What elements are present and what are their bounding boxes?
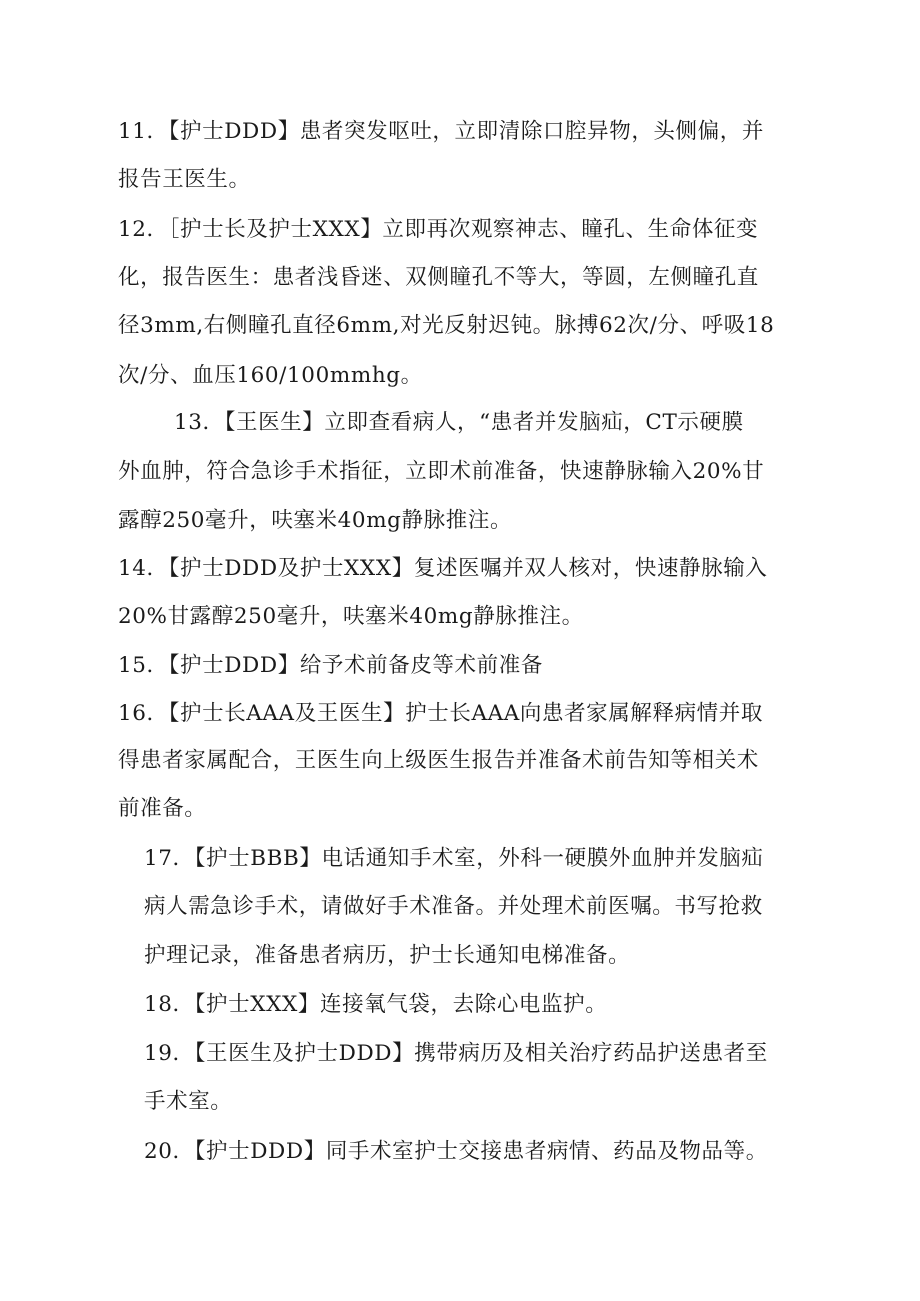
text-line: 报告王医生。	[118, 167, 251, 192]
text-line: 12．［护士长及护士XXX】立即再次观察神志、瞳孔、生命体征变	[118, 217, 759, 242]
text-line: 14．【护士DDD及护士XXX】复述医嘱并双人核对，快速静脉输入	[118, 556, 768, 581]
text-line: 11．【护士DDD】患者突发呕吐，立即清除口腔异物，头侧偏，并	[118, 119, 764, 144]
text-line: 次/分、血压160/100mmhg。	[118, 363, 423, 388]
text-line: 病人需急诊手术，请做好手术准备。并处理术前医嘱。书写抢救	[144, 894, 763, 919]
text-line: 15．【护士DDD】给予术前备皮等术前准备	[118, 653, 543, 678]
text-line: 外血肿，符合急诊手术指征，立即术前准备，快速静脉输入20%甘	[118, 459, 765, 484]
text-line: 17．【护士BBB】电话通知手术室，外科一硬膜外血肿并发脑疝	[144, 846, 764, 871]
text-line: 18．【护士XXX】连接氧气袋，去除心电监护。	[144, 992, 608, 1017]
text-line: 得患者家属配合，王医生向上级医生报告并准备术前告知等相关术	[118, 748, 759, 773]
text-line: 手术室。	[144, 1089, 233, 1114]
text-line: 19．【王医生及护士DDD】携带病历及相关治疗药品护送患者至	[144, 1041, 768, 1066]
text-line: 13．【王医生】立即查看病人，“患者并发脑疝，CT示硬膜	[174, 410, 744, 435]
text-line: 径3mm,右侧瞳孔直径6mm,对光反射迟钝。脉搏62次/分、呼吸18	[118, 313, 775, 338]
text-line: 20%甘露醇250毫升，呋塞米40mg静脉推注。	[118, 604, 584, 629]
text-line: 露醇250毫升，呋塞米40mg静脉推注。	[118, 508, 513, 533]
text-line: 护理记录，准备患者病历，护士长通知电梯准备。	[144, 943, 631, 968]
text-line: 前准备。	[118, 796, 207, 821]
text-line: 16．【护士长AAA及王医生】护士长AAA向患者家属解释病情并取	[118, 701, 763, 726]
text-line: 20．【护士DDD】同手术室护士交接患者病情、药品及物品等。	[144, 1139, 768, 1164]
text-line: 化，报告医生：患者浅昏迷、双侧瞳孔不等大，等圆，左侧瞳孔直	[118, 265, 759, 290]
